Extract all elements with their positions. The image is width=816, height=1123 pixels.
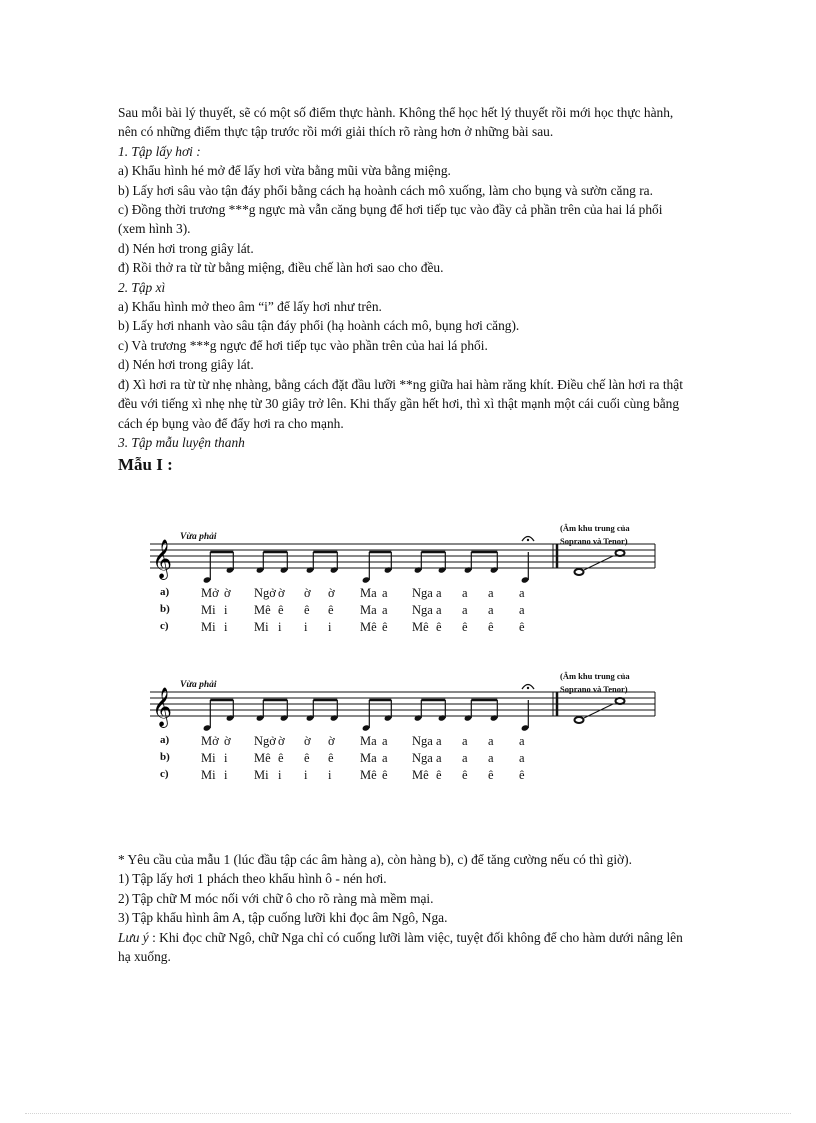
fermata-dot: [527, 539, 529, 541]
lyric-syllable: a: [488, 751, 494, 765]
lyric-syllable: Ngở: [254, 734, 276, 748]
range-caption-line: (Âm khu trung của: [560, 671, 630, 681]
lyric-syllable: a: [519, 586, 525, 600]
section-1-item-d: d) Nén hơi trong giây lát.: [118, 240, 254, 256]
lyric-syllable: a: [382, 751, 388, 765]
lyric-syllable: i: [304, 768, 308, 782]
lyric-row: [150, 620, 650, 636]
lyric-syllable: ê: [304, 751, 310, 765]
lyric-syllable: ờ: [328, 734, 335, 748]
lyric-syllable: ê: [382, 768, 388, 782]
lyric-row-label: a): [160, 586, 170, 598]
music-score-1: [150, 523, 670, 638]
lyric-syllable: a: [462, 586, 468, 600]
lyric-syllable: Mi: [254, 620, 269, 634]
lyric-row-label: b): [160, 603, 170, 615]
note-text: : Khi đọc chữ Ngô, chữ Nga chỉ có cuống lưỡi làm việc, tuyệt đối không để cho hàm dưới nâng lên hạ xuống.: [118, 929, 683, 965]
lyric-syllable: Ma: [360, 586, 377, 600]
lyric-syllable: Mê: [360, 620, 377, 634]
requirement-3: 3) Tập khẩu hình âm A, tập cuống lưỡi khi đọc âm Ngô, Nga.: [118, 910, 448, 926]
lyric-syllable: ê: [488, 768, 494, 782]
lyric-syllable: Mê: [412, 768, 429, 782]
lyric-syllable: ờ: [224, 734, 231, 748]
lyric-syllable: ê: [328, 603, 334, 617]
lyric-syllable: i: [278, 768, 282, 782]
lyric-syllable: Mi: [201, 768, 216, 782]
lyric-syllable: Mi: [201, 751, 216, 765]
lyric-syllable: a: [436, 751, 442, 765]
section-2-item-c: c) Và trương ***g ngực để hơi tiếp tục vào phần trên của hai lá phổi.: [118, 337, 488, 353]
section-1-item-c: c) Đồng thời trương ***g ngực mà vẫn căng bụng để hơi tiếp tục vào đầy cả phần trên của hai lá phổi (xem hình 3).: [118, 202, 663, 237]
range-high-note: [616, 550, 625, 556]
tempo-marking: Vừa phải: [180, 680, 217, 690]
lyric-syllable: Nga: [412, 734, 433, 748]
lyric-syllable: Mê: [254, 751, 271, 765]
tempo-marking: Vừa phải: [180, 532, 217, 542]
lyric-syllable: ờ: [304, 586, 311, 600]
lyric-syllable: a: [519, 603, 525, 617]
section-3-title: 3. Tập mẫu luyện thanh: [118, 434, 245, 450]
section-1-item-b: b) Lấy hơi sâu vào tận đáy phổi bằng cách hạ hoành cách mô xuống, làm cho bụng và sườn căng ra.: [118, 182, 653, 198]
section-2-item-d: d) Nén hơi trong giây lát.: [118, 357, 254, 373]
lyric-row: [150, 603, 650, 619]
lyric-row: [150, 751, 650, 767]
requirement-2: 2) Tập chữ M móc nối với chữ ô cho rõ ràng mà mềm mại.: [118, 890, 434, 906]
lyric-row-label: c): [160, 620, 169, 632]
lyric-syllable: Mở: [201, 586, 219, 600]
note-paragraph: [118, 928, 688, 967]
lyric-syllable: Nga: [412, 603, 433, 617]
section-2-item-dd: đ) Xì hơi ra từ từ nhẹ nhàng, bằng cách đặt đầu lưỡi **ng giữa hai hàm răng khít. Điều chế làn hơi ra thật đều với tiếng xì nhẹ nhẹ từ 30 giây trở lên. Khi thấy gần hết hơi, thì xì thật mạnh một cái cuối cùng bằng cách ép bụng vào để đẩy hơi ra cho mạnh.: [118, 376, 683, 431]
range-caption: [560, 522, 630, 548]
page-bottom-divider: [25, 1113, 791, 1114]
section-1-title: 1. Tập lấy hơi :: [118, 143, 201, 159]
lyric-syllable: a: [436, 586, 442, 600]
lyric-syllable: Mê: [360, 768, 377, 782]
lyric-syllable: i: [304, 620, 308, 634]
range-caption-line: (Âm khu trung của: [560, 523, 630, 533]
section-1-item-dd: đ) Rồi thở ra từ từ bằng miệng, điều chế làn hơi sao cho đều.: [118, 260, 444, 276]
lyric-syllable: Nga: [412, 586, 433, 600]
lyric-row: [150, 586, 650, 602]
lyric-syllable: ờ: [304, 734, 311, 748]
lyric-syllable: Mở: [201, 734, 219, 748]
fermata-dot: [527, 687, 529, 689]
lyric-syllable: i: [278, 620, 282, 634]
lyric-syllable: a: [382, 603, 388, 617]
sample-title: Mẫu I :: [118, 455, 173, 475]
lyric-syllable: ê: [278, 603, 284, 617]
requirement-intro: * Yêu cầu của mẫu 1 (lúc đầu tập các âm hàng a), còn hàng b), c) để tăng cường nếu có thì giờ).: [118, 852, 632, 867]
lyric-syllable: ê: [278, 751, 284, 765]
lyric-syllable: Mê: [412, 620, 429, 634]
lyric-syllable: a: [488, 734, 494, 748]
lyric-syllable: Mi: [201, 620, 216, 634]
lyric-syllable: Mê: [254, 603, 271, 617]
section-2-item-b: b) Lấy hơi nhanh vào sâu tận đáy phổi (hạ hoành cách mô, bụng hơi căng).: [118, 318, 520, 334]
lyric-row-label: c): [160, 768, 169, 780]
lyric-syllable: ờ: [328, 586, 335, 600]
lyric-syllable: ờ: [224, 586, 231, 600]
lyric-syllable: ê: [519, 620, 525, 634]
section-1-item-a: a) Khẩu hình hé mở để lấy hơi vừa bằng mũi vừa bằng miệng.: [118, 163, 451, 179]
section-2-title: 2. Tập xì: [118, 279, 166, 295]
lyric-syllable: Nga: [412, 751, 433, 765]
treble-clef-icon: 𝄞: [152, 687, 173, 727]
range-low-note: [575, 717, 584, 723]
lyric-syllable: ê: [519, 768, 525, 782]
lyric-row-label: b): [160, 751, 170, 763]
lyric-syllable: a: [462, 751, 468, 765]
range-caption: [560, 670, 630, 696]
lyric-syllable: i: [224, 751, 228, 765]
lyric-syllable: Mi: [201, 603, 216, 617]
lyric-syllable: Ma: [360, 603, 377, 617]
lyric-syllable: ờ: [278, 734, 285, 748]
lyric-syllable: a: [436, 734, 442, 748]
lyric-syllable: a: [462, 603, 468, 617]
lyric-syllable: i: [328, 620, 332, 634]
note-label: Lưu ý: [118, 929, 149, 945]
lyric-syllable: a: [519, 734, 525, 748]
lyric-syllable: Ma: [360, 734, 377, 748]
lyric-syllable: ê: [436, 620, 442, 634]
lyric-syllable: a: [519, 751, 525, 765]
lyric-syllable: Mi: [254, 768, 269, 782]
lyric-row: [150, 768, 650, 784]
lyric-row-label: a): [160, 734, 170, 746]
lyric-syllable: i: [224, 603, 228, 617]
lyric-syllable: ờ: [278, 586, 285, 600]
lyric-syllable: a: [488, 603, 494, 617]
lyric-syllable: a: [382, 734, 388, 748]
lyric-syllable: i: [224, 620, 228, 634]
range-high-note: [616, 698, 625, 704]
range-caption-line: Soprano và Tenor): [560, 684, 628, 694]
treble-clef-icon: 𝄞: [152, 539, 173, 579]
lyric-syllable: ê: [462, 768, 468, 782]
range-low-note: [575, 569, 584, 575]
requirement-1: 1) Tập lấy hơi 1 phách theo khẩu hình ô - nén hơi.: [118, 871, 387, 887]
lyric-syllable: ê: [462, 620, 468, 634]
lyric-syllable: a: [488, 586, 494, 600]
lyric-syllable: a: [382, 586, 388, 600]
lyric-syllable: ê: [488, 620, 494, 634]
music-score-2: [150, 671, 670, 786]
requirements-block: [118, 850, 688, 966]
lyric-syllable: a: [462, 734, 468, 748]
intro-paragraph: Sau mỗi bài lý thuyết, sẽ có một số điểm thực hành. Không thể học hết lý thuyết rồi mới học thực hành, nên có những điểm thực tập trước rồi mới giải thích rõ ràng hơn ở những bài sau.: [118, 105, 674, 140]
section-2-item-a: a) Khẩu hình mở theo âm “i” để lấy hơi như trên.: [118, 299, 382, 315]
lyric-syllable: ê: [436, 768, 442, 782]
range-caption-line: Soprano và Tenor): [560, 536, 628, 546]
lyric-syllable: ê: [382, 620, 388, 634]
lyric-syllable: i: [224, 768, 228, 782]
lyric-syllable: a: [436, 603, 442, 617]
lyric-syllable: Ngở: [254, 586, 276, 600]
lyric-syllable: ê: [304, 603, 310, 617]
lyric-syllable: i: [328, 768, 332, 782]
document-body: [118, 103, 693, 476]
lyric-syllable: Ma: [360, 751, 377, 765]
lyric-syllable: ê: [328, 751, 334, 765]
lyric-row: [150, 734, 650, 750]
